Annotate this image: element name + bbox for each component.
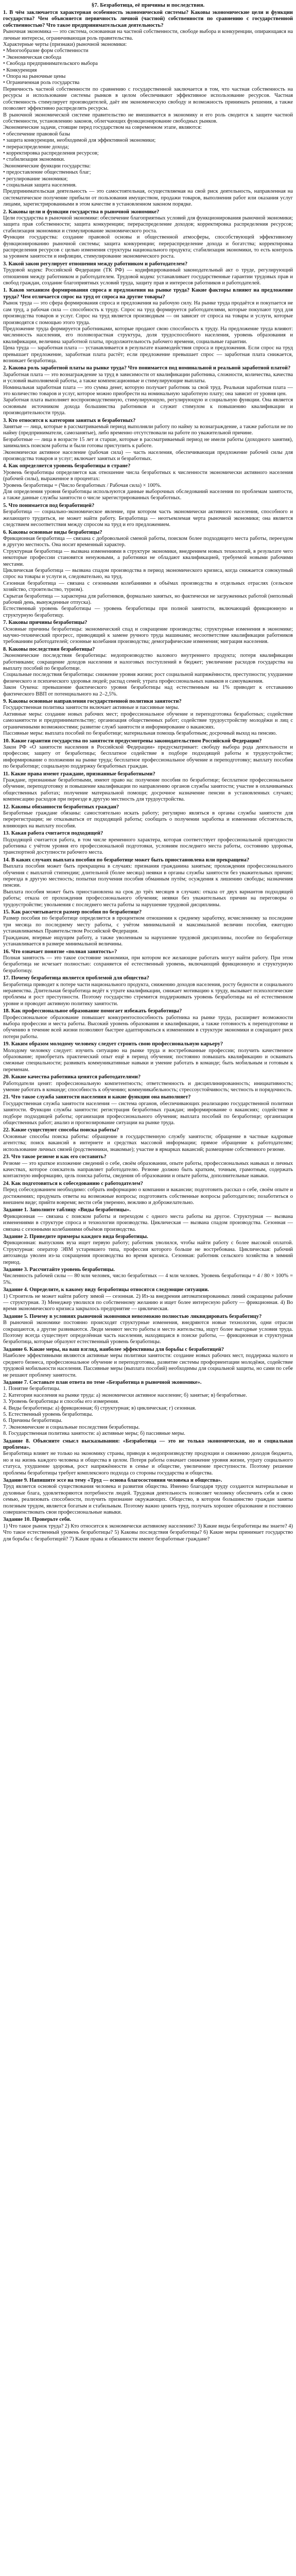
paragraph: Экономические последствия безработицы: недопроизводство валового внутреннего продукта; потеря квалификации работниками; сокращение доходов населения и налоговых поступлений в бюджет; увеличение расходов государства на выплату пособий по безработице. <box>3 653 293 672</box>
question-heading: 8. Каковы последствия безработицы? <box>3 646 95 652</box>
question-heading: Задание 5. Почему в условиях рыночной экономики невозможно полностью ликвидировать безработицу? <box>3 1313 262 1319</box>
paragraph: Гражданам, впервые ищущим работу, а также уволенным за нарушение трудовой дисциплины, пособие по безработице устанавливается в размере минимальной величины. <box>3 935 293 947</box>
paragraph: Размер пособия по безработице определяется в процентном отношении к среднему заработку, исчисленному за последние три месяца по последнему месту работы, с учётом минимальной и максимальной величин пособия, ежегодно устанавливаемых Правительством Российской Федерации. <box>3 916 293 935</box>
paragraph: Выплата пособия может быть прекращена в случаях: признания гражданина занятым; прохождения профессионального обучения с выплатой стипендии; длительной (более месяца) неявки в органы службы занятости без уважительных причин; переезда в другую местность; попытки получения пособия обманным путём; осуждения к лишению свободы; назначения пенсии. <box>3 863 293 889</box>
list-item: 5. Естественный уровень безработицы. <box>3 1411 93 1417</box>
paragraph: Безработные граждане обязаны: самостоятельно искать работу; регулярно являться в органы службы занятости для перерегистрации; не отказываться от подходящей работы; сообщать о получении заработка и изменении обстоятельств, влияющих на выплату пособия. <box>3 810 293 829</box>
paragraph: Безработица — социально-экономическое явление, при котором часть экономически активного населения, способного и желающего трудиться, не может найти работу. Безработица — неотъемлемая черта рыночной экономики; она является следствием несоответствия между спросом на труд и его предложением. <box>3 509 293 528</box>
paragraph: Работодатели ценят: профессиональную компетентность; ответственность и дисциплинированность; инициативность; умение работать в команде; способность к обучению; коммуникабельность; стрессоустойчивость; честность и порядочность. <box>3 1080 293 1093</box>
question-heading: 6. Каковы основные виды безработицы? <box>3 529 102 535</box>
paragraph: Полная занятость — это такое состояние экономики, при котором все желающие работать могут найти работу. При этом безработица не исчезает полностью: сохраняется её естественный уровень, включающий фрикционную и структурную безработицу. <box>3 955 293 974</box>
paragraph: Перед собеседованием необходимо: собрать информацию о компании и вакансии; подготовить рассказ о себе, своём опыте и достижениях; продумать ответы на возможные вопросы; подготовить собственные вопросы работодателю; позаботиться о внешнем виде; прийти вовремя; вести себя уверенно, вежливо и доброжелательно. <box>3 1187 293 1206</box>
question-heading: 9. Каковы основные направления государственной политики занятости? <box>3 699 182 705</box>
paragraph: Экономические функции государства: <box>3 163 91 169</box>
list-item: • Экономическая свобода <box>3 54 61 60</box>
paragraph: Фрикционная — связана с поиском работы и переходом с одного места работы на другое. Структурная — вызвана изменениями в структуре спроса и технологии производства. Циклическая — вызвана спадом производства. Сезонная — связана с сезонными колебаниями объёмов производства. <box>3 1213 293 1232</box>
paragraph: Предпринимательская деятельность — это самостоятельная, осуществляемая на свой риск деятельность, направленная на систематическое получение прибыли от пользования имуществом, продажи товаров, выполнения работ или оказания услуг лицами, зарегистрированными в этом качестве в установленном законом порядке. <box>3 189 293 208</box>
paragraph: Активные меры: создание новых рабочих мест; профессиональное обучение и переподготовка безработных; содействие самозанятости и предпринимательству; организация общественных работ; содействие трудоустройству молодёжи и лиц с ограниченными возможностями; развитие служб занятости и информирование о вакансиях. <box>3 711 293 730</box>
list-item: • защита конкуренции, необходимой для эффективной экономики; <box>3 138 156 144</box>
question-heading: Задание 2. Приведите примеры каждого вида безработицы. <box>3 1233 148 1240</box>
list-item: • Ограниченная роль государства <box>3 80 80 86</box>
paragraph: Характерные черты (признаки) рыночной экономики: <box>3 42 127 48</box>
paragraph: 1) Что такое рынок труда? 2) Кто относится к экономически активному населению? 3) Какие виды безработицы вы знаете? 4) Что такое естественный уровень безработицы? 5) Каковы последствия безработицы? 6) Какие меры принимает государство для борьбы с безработицей? 7) Какие права и обязанности имеют безработные граждане? <box>3 1523 293 1542</box>
list-item: • социальная защита населения. <box>3 182 77 188</box>
list-item: • Многообразие форм собственности <box>3 48 89 54</box>
paragraph: Безработица приводит к потере части национального продукта, снижению доходов населения, росту бедности и социального неравенства. Длительная безработица ведёт к утрате квалификации, снижает мотивацию к труду, вызывает психологические проблемы и рост преступности. Поэтому государство стремится поддерживать уровень безработицы на её естественном уровне и проводит активную политику занятости. <box>3 981 293 1007</box>
paragraph: Экономические задачи, стоящие перед государством на современном этапе, являются: <box>3 125 202 131</box>
list-item: • регулирование экономики; <box>3 176 68 182</box>
question-heading: 4. Как определяется уровень безработицы в стране? <box>3 463 131 469</box>
question-heading: 21. Что такое служба занятости населения и какие функции она выполняет? <box>3 1094 191 1100</box>
paragraph: Фрикционная безработица — связана с добровольной сменой работы, поиском более подходящего места работы, переездом в другую местность. Она носит временный характер. <box>3 535 293 548</box>
question-heading: 18. Как профессиональное образование помогает избежать безработицы? <box>3 1008 182 1014</box>
paragraph: Трудовой кодекс Российской Федерации (ТК РФ) — кодифицированный законодательный акт о труде, регулирующий отношения между работником и работодателем. Трудовой кодекс устанавливает государственные гарантии трудовых прав и свобод граждан, создание благоприятных условий труда, защиту прав и интересов работников и работодателей. <box>3 267 293 286</box>
list-item: 3. Уровень безработицы и способы его измерения. <box>3 1399 119 1405</box>
paragraph: Резюме — это краткое изложение сведений о себе, своём образовании, опыте работы, профессиональных навыках и личных качествах, которое соискатель направляет работодателю. Резюме должно быть кратким, точным, грамотным, содержать контактную информацию, цель поиска работы, сведения об образовании и опыте работы, дополнительные навыки. <box>3 1160 293 1179</box>
list-item: • перераспределение дохода; <box>3 144 69 150</box>
paragraph: Граждане, признанные безработными, имеют право на: получение пособия по безработице; бесплатное профессиональное обучение, переподготовку и повышение квалификации по направлению органов службы занятости; участие в оплачиваемых общественных работах; получение материальной помощи; досрочное назначение пенсии в установленных случаях; компенсацию расходов при переезде в другую местность для трудоустройства. <box>3 777 293 803</box>
paragraph: Фрикционная: выпускник вуза ищет первую работу; работник уволился, чтобы найти работу с более высокой оплатой. Структурная: оператор ЭВМ устаревшего типа, профессия которого больше не востребована. Циклическая: рабочий автозавода уволен из-за сокращения производства во время кризиса. Сезонная: работник сельского хозяйства в зимний период. <box>3 1240 293 1265</box>
paragraph: Структурная безработица — вызвана изменениями в структуре экономики, внедрением новых технологий, в результате чего некоторые профессии становятся ненужными, а работники не обладают квалификацией, требуемой новыми рабочими местами. <box>3 548 293 567</box>
list-item: 1. Понятие безработицы. <box>3 1386 61 1392</box>
paragraph: Подходящей считается работа, в том числе временного характера, которая соответствует профессиональной пригодности работника с учётом уровня его профессиональной подготовки, условиям последнего места работы, состоянию здоровья, транспортной доступности рабочего места. <box>3 837 293 856</box>
paragraph: Пассивные меры: выплата пособий по безработице; материальная помощь безработным; досрочный выход на пенсию. <box>3 731 277 737</box>
paragraph: Цена труда — заработная плата — устанавливается в результате взаимодействия спроса и предложения. Если спрос на труд превышает предложение, заработная плата растёт; если предложение превышает спрос — заработная плата снижается, возникает безработица. <box>3 345 293 364</box>
question-heading: 16. Что означает понятие «полная занятость»? <box>3 948 117 955</box>
question-heading: 15. Как рассчитывается размер пособия по безработице? <box>3 909 142 916</box>
paragraph: Социальные последствия безработицы: снижение уровня жизни; рост социальной напряжённости, преступности; ухудшение физического и психического здоровья людей; распад семей; утрата профессиональных навыков и самоуважения. <box>3 672 293 684</box>
paragraph: Циклическая безработица — вызвана спадом производства в период экономического кризиса, когда снижается совокупный спрос на товары и услуги и, следовательно, на труд. <box>3 567 293 580</box>
page-title: §7. Безработица, её причины и последствия. <box>91 2 205 8</box>
question-heading: Задание 9. Напишите эссе на тему «Труд — основа благосостояния человека и общества». <box>3 1478 222 1483</box>
question-heading: 3. Какой закон регулирует отношения между работником и работодателем? <box>3 261 188 267</box>
paragraph: Государственная служба занятости населения — система органов, обеспечивающих реализацию государственной политики занятости. Функции службы занятости: регистрация безработных граждан; информирование о вакансиях; содействие в подборе подходящей работы; организация профессионального обучения; выплата пособий по безработице; организация общественных работ; анализ и прогнозирование ситуации на рынке труда. <box>3 1100 293 1126</box>
paragraph: Уровень безработицы определяется как отношение числа безработных к численности экономически активного населения (рабочей силы), выраженное в процентах: <box>3 469 293 482</box>
question-heading: 2. Какова роль заработной платы на рынке труда? Что понимается под номинальной и реальной заработной платой? <box>3 365 291 371</box>
paragraph: Цели государства в рыночной экономике: обеспечение благоприятных условий для функционирования рыночной экономики; защита прав собственности; защита конкуренции; перераспределение доходов; корректировка распределения ресурсов; стабилизация экономики и стимулирование экономического роста. <box>3 215 293 234</box>
question-heading: 20. Какие качества работника ценятся работодателями? <box>3 1074 141 1080</box>
question-heading: Задание 7. Составьте план ответа по теме «Безработица в рыночной экономике». <box>3 1379 202 1385</box>
list-item: • Опора на рыночные цены <box>3 74 66 80</box>
question-heading: 11. Какие права имеют граждане, признанные безработными? <box>3 771 155 777</box>
question-heading: 10. Какие гарантии государства по занятости предусмотрены законодательством Российской Федерации? <box>3 738 262 744</box>
paragraph: Функции государства: создание правовой основы и общественной атмосферы, способствующей эффективному функционированию рыночной системы; защита конкуренции; перераспределение дохода и богатства; корректировка распределения ресурсов с целью изменения структуры национального продукта; стабилизация экономики, то есть контроль за уровнем занятости и инфляции, стимулирование экономического роста. <box>3 234 293 260</box>
paragraph: Для определения уровня безработицы используются данные выборочных обследований населения по проблемам занятости, а также данные службы занятости о числе зарегистрированных безработных. <box>3 489 293 501</box>
paragraph: Заработная плата выполняет воспроизводственную, стимулирующую, регулирующую и социальную функции. Она является основным источником дохода большинства работников и служит стимулом к повышению квалификации и производительности труда. <box>3 397 293 416</box>
paragraph: Скрытая безработица — характерна для работников, формально занятых, но фактически не загруженных работой (неполный рабочий день, вынужденные отпуска). <box>3 593 293 605</box>
list-item: • стабилизация экономики. <box>3 157 65 163</box>
question-heading: Задание 10. Проверьте себя. <box>3 1517 71 1523</box>
question-heading: 1. В чём заключается характерная особенность экономической системы? Каковы экономические цели и функции государства? Чем объясняется первичность личной (частной) собственности по сравнению с государственной собственностью? Что такое предпринимательская деятельность? <box>3 10 293 28</box>
question-heading: Задание 3. Рассчитайте уровень безработицы. <box>3 1267 115 1273</box>
list-item: • обеспечение правовой базы <box>3 131 71 137</box>
question-heading: 7. Каковы причины безработицы? <box>3 620 88 626</box>
list-item: 2. Категории населения на рынке труда: а) экономически активное население; б) занятые; в) безработные. <box>3 1392 247 1398</box>
question-heading: 19. Каким образом молодому человеку следует строить свою профессиональную карьеру? <box>3 1041 223 1047</box>
paragraph: Сезонная безработица — связана с сезонными колебаниями в объёмах производства в отдельных отраслях (сельское хозяйство, строительство, туризм). <box>3 580 293 593</box>
paragraph: Закон РФ «О занятости населения в Российской Федерации» предусматривает: свободу выбора рода деятельности и профессии; защиту от безработицы; бесплатное содействие в подборе подходящей работы и трудоустройстве; информирование о положении на рынке труда; бесплатное профессиональное обучение и переподготовку; выплату пособия по безработице; социальную поддержку безработных граждан. <box>3 744 293 770</box>
question-heading: 13. Какая работа считается подходящей? <box>3 831 103 837</box>
question-heading: 5. Что понимается под безработицей? <box>3 502 95 509</box>
paragraph: Номинальная заработная плата — это сумма денег, которую получает работник за свой труд. Реальная заработная плата — это количество товаров и услуг, которое можно приобрести на номинальную заработную плату; она зависит от уровня цен. <box>3 384 293 397</box>
paragraph: Безработица влияет не только на экономику страны, приводя к недопроизводству продукции и снижению доходов бюджета, но и на жизнь каждого человека и общества в целом. Потеря работы означает снижение уровня жизни, утрату социального статуса, ухудшение здоровья, рост напряжённости в семье и обществе, увеличение преступности. Поэтому решение проблемы безработицы требует комплексного подхода со стороны государства и общества. <box>3 1451 293 1476</box>
question-heading: Задание 4. Определите, к какому виду безработицы относятся следующие ситуации. <box>3 1287 209 1293</box>
question-heading: 23. Что такое резюме и как его составить? <box>3 1154 107 1160</box>
paragraph: Труд является основой существования человека и развития общества. Именно благодаря труду создаются материальные и духовные блага, удовлетворяются потребности людей. Трудовая деятельность позволяет человеку обеспечить себя и свою семью, реализовать способности, получить признание окружающих. Общество, в котором большинство граждан заняты полезным трудом, является богатым и стабильным. Поэтому важно ценить труд, получать хорошее образование и постоянно совершенствовать свои профессиональные навыки. <box>3 1484 293 1516</box>
question-heading: 14. В каких случаях выплата пособия по безработице может быть приостановлена или прекращена? <box>3 857 250 863</box>
paragraph: Рынок труда — это сфера формирования спроса и предложения на рабочую силу. На рынке труда продаётся и покупается не сам труд, а рабочая сила — способность к труду. Спрос на труд формируется работодателями, которые покупают труд для производства товаров и услуг. Спрос на труд является производным — он зависит от спроса на товары и услуги, которые производятся с помощью этого труда. <box>3 300 293 326</box>
paragraph: Безработные — лица в возрасте 15 лет и старше, которые в рассматриваемый период не имели работы (доходного занятия), занимались поиском работы и были готовы приступить к работе. <box>3 436 293 449</box>
paragraph: Экономически активное население (рабочая сила) — часть населения, обеспечивающая предложение рабочей силы для производства товаров и услуг; включает занятых и безработных. <box>3 449 293 462</box>
paragraph: Наиболее эффективными являются активные меры политики занятости: создание новых рабочих мест, поддержка малого и среднего бизнеса, профессиональное обучение и переподготовка, развитие системы профориентации молодёжи, содействие трудовой мобильности населения. Пассивные меры (выплата пособий) необходимы для социальной защиты, но сами по себе не решают проблему занятости. <box>3 1353 293 1378</box>
document-body <box>3 10 293 1543</box>
list-item: 8. Государственная политика занятости: а) активные меры; б) пассивные меры. <box>3 1431 185 1437</box>
question-heading: 2. Каковы цели и функции государства в рыночной экономике? <box>3 209 160 215</box>
question-heading: Задание 8. Объясните смысл высказывания: «Безработица — это не только экономическая, но и социальная проблема». <box>3 1438 293 1450</box>
list-item: • предоставление общественных благ; <box>3 170 91 176</box>
paragraph: В рыночной экономике постоянно происходят структурные изменения, внедряются новые технологии, одни отрасли сокращаются, а другие развиваются. Люди меняют место работы и место жительства, ищут более выгодные условия труда. Поэтому всегда существует определённая часть населения, находящаяся в поиске работы, — фрикционная и структурная безработица, которые образуют естественный уровень безработицы. <box>3 1320 293 1345</box>
question-heading: 3. Кто относится к категории занятых и безработных? <box>3 417 136 423</box>
list-item: • Свобода предпринимательского выбора <box>3 61 98 67</box>
list-item: 6. Причины безработицы. <box>3 1418 63 1424</box>
paragraph: Рыночная экономика — это система, основанная на частной собственности, свободе выбора и конкуренции, опирающаяся на личные интересы, ограничивающая роль правительства. <box>3 29 293 41</box>
paragraph: Государственная политика занятости включает активные и пассивные меры. <box>3 705 179 711</box>
list-item: • Конкуренция <box>3 67 37 73</box>
paragraph: Первичность частной собственности по сравнению с государственной заключается в том, что частная собственность на ресурсы и использование системы рынков в целом обеспечивают эффективное использование ресурсов. Частная собственность стимулирует производителей, даёт им экономическую свободу и возможность принимать решения, а также позволяет эффективно распределять ресурсы. <box>3 86 293 112</box>
paragraph: 1) Строитель не может найти работу зимой — сезонная. 2) Из-за внедрения автоматизированных линий сокращены рабочие — структурная. 3) Менеджер уволился по собственному желанию и ищет более интересную работу — фрикционная. 4) Во время экономического кризиса закрылось предприятие — циклическая. <box>3 1293 293 1312</box>
paragraph: Занятые — лица, которые в рассматриваемый период выполняли работу по найму за вознаграждение, а также работали не по найму (предприниматели, самозанятые), либо временно отсутствовали на работе по уважительной причине. <box>3 424 293 436</box>
paragraph: Профессиональное образование повышает конкурентоспособность работника на рынке труда, расширяет возможности выбора профессии и места работы. Высокий уровень образования и квалификации, а также готовность к переподготовке и обучению в течение всей жизни позволяют быстрее адаптироваться к изменениям в структуре экономики и сокращают риск потери работы. <box>3 1014 293 1040</box>
question-heading: 22. Какие существуют способы поиска работы? <box>3 1127 119 1133</box>
paragraph: Молодому человеку следует: изучить ситуацию на рынке труда и востребованные профессии; получить качественное образование; приобретать практический опыт ещё в период обучения; постоянно повышать квалификацию и осваивать смежные специальности; развивать коммуникативные навыки и умение работать в команде; быть мобильным и готовым к переменам. <box>3 1047 293 1073</box>
paragraph: Численность рабочей силы — 80 млн человек, число безработных — 4 млн человек. Уровень безработицы = 4 / 80 × 100% = 5%. <box>3 1273 293 1285</box>
list-item: • корректировка распределения ресурсов; <box>3 150 99 156</box>
paragraph: Уровень безработицы = (Число безработных / Рабочая сила) × 100%. <box>3 482 162 488</box>
question-heading: 1. Каков механизм формирования спроса и предложения на рынке труда? Какие факторы влияют на предложение труда? Чем отличается спрос на труд от спроса на другие товары? <box>3 287 293 300</box>
paragraph: Основные причины безработицы: экономический спад и сокращение производства; структурные изменения в экономике; научно-технический прогресс, приводящий к замене ручного труда машинами; несоответствие квалификации работников требованиям работодателей; сезонные колебания производства; демографические изменения; миграция населения. <box>3 626 293 645</box>
list-item: 4. Виды безработицы: а) фрикционная; б) структурная; в) циклическая; г) сезонная. <box>3 1405 196 1411</box>
paragraph: Выплата пособия может быть приостановлена на срок до трёх месяцев в случаях: отказа от двух вариантов подходящей работы; отказа от прохождения профессионального обучения; неявки без уважительных причин на переговоры о трудоустройстве; увольнения с последнего места работы за нарушение трудовой дисциплины. <box>3 889 293 908</box>
paragraph: Предложение труда формируется работниками, которые продают свою способность к труду. На предложение труда влияют: численность населения, его половозрастная структура, доля трудоспособного населения, уровень образования и квалификации, величина заработной платы, продолжительность рабочего времени, социальные гарантии. <box>3 326 293 345</box>
question-heading: 12. Каковы обязанности безработных граждан? <box>3 804 119 810</box>
paragraph: Заработная плата — это вознаграждение за труд в зависимости от квалификации работника, сложности, количества, качества и условий выполняемой работы, а также компенсационные и стимулирующие выплаты. <box>3 371 293 384</box>
paragraph: В рыночной экономической системе правительство не вмешивается в экономику и его роль сводится к защите частной собственности, установлению законов, облегчающих функционирование свободных рынков. <box>3 112 293 124</box>
paragraph: Закон Оукена: превышение фактического уровня безработицы над естественным на 1% приводит к отставанию фактического ВВП от потенциального на 2–2,5%. <box>3 685 293 697</box>
paragraph: Основные способы поиска работы: обращение в государственную службу занятости; обращение в частные кадровые агентства; поиск вакансий в интернете и средствах массовой информации; прямое обращение к работодателям; использование личных связей (родственники, знакомые); участие в ярмарках вакансий; размещение собственного резюме. <box>3 1133 293 1153</box>
question-heading: 17. Почему безработица является проблемой для общества? <box>3 975 149 981</box>
question-heading: Задание 6. Какие меры, на ваш взгляд, наиболее эффективны для борьбы с безработицей? <box>3 1346 224 1352</box>
question-heading: Задание 1. Заполните таблицу «Виды безработицы». <box>3 1207 131 1213</box>
paragraph: Естественный уровень безработицы — уровень безработицы при полной занятости, включающий фрикционную и структурную безработицу. <box>3 606 293 618</box>
list-item: 7. Экономические и социальные последствия безработицы. <box>3 1424 140 1430</box>
question-heading: 24. Как подготовиться к собеседованию с работодателем? <box>3 1180 143 1187</box>
